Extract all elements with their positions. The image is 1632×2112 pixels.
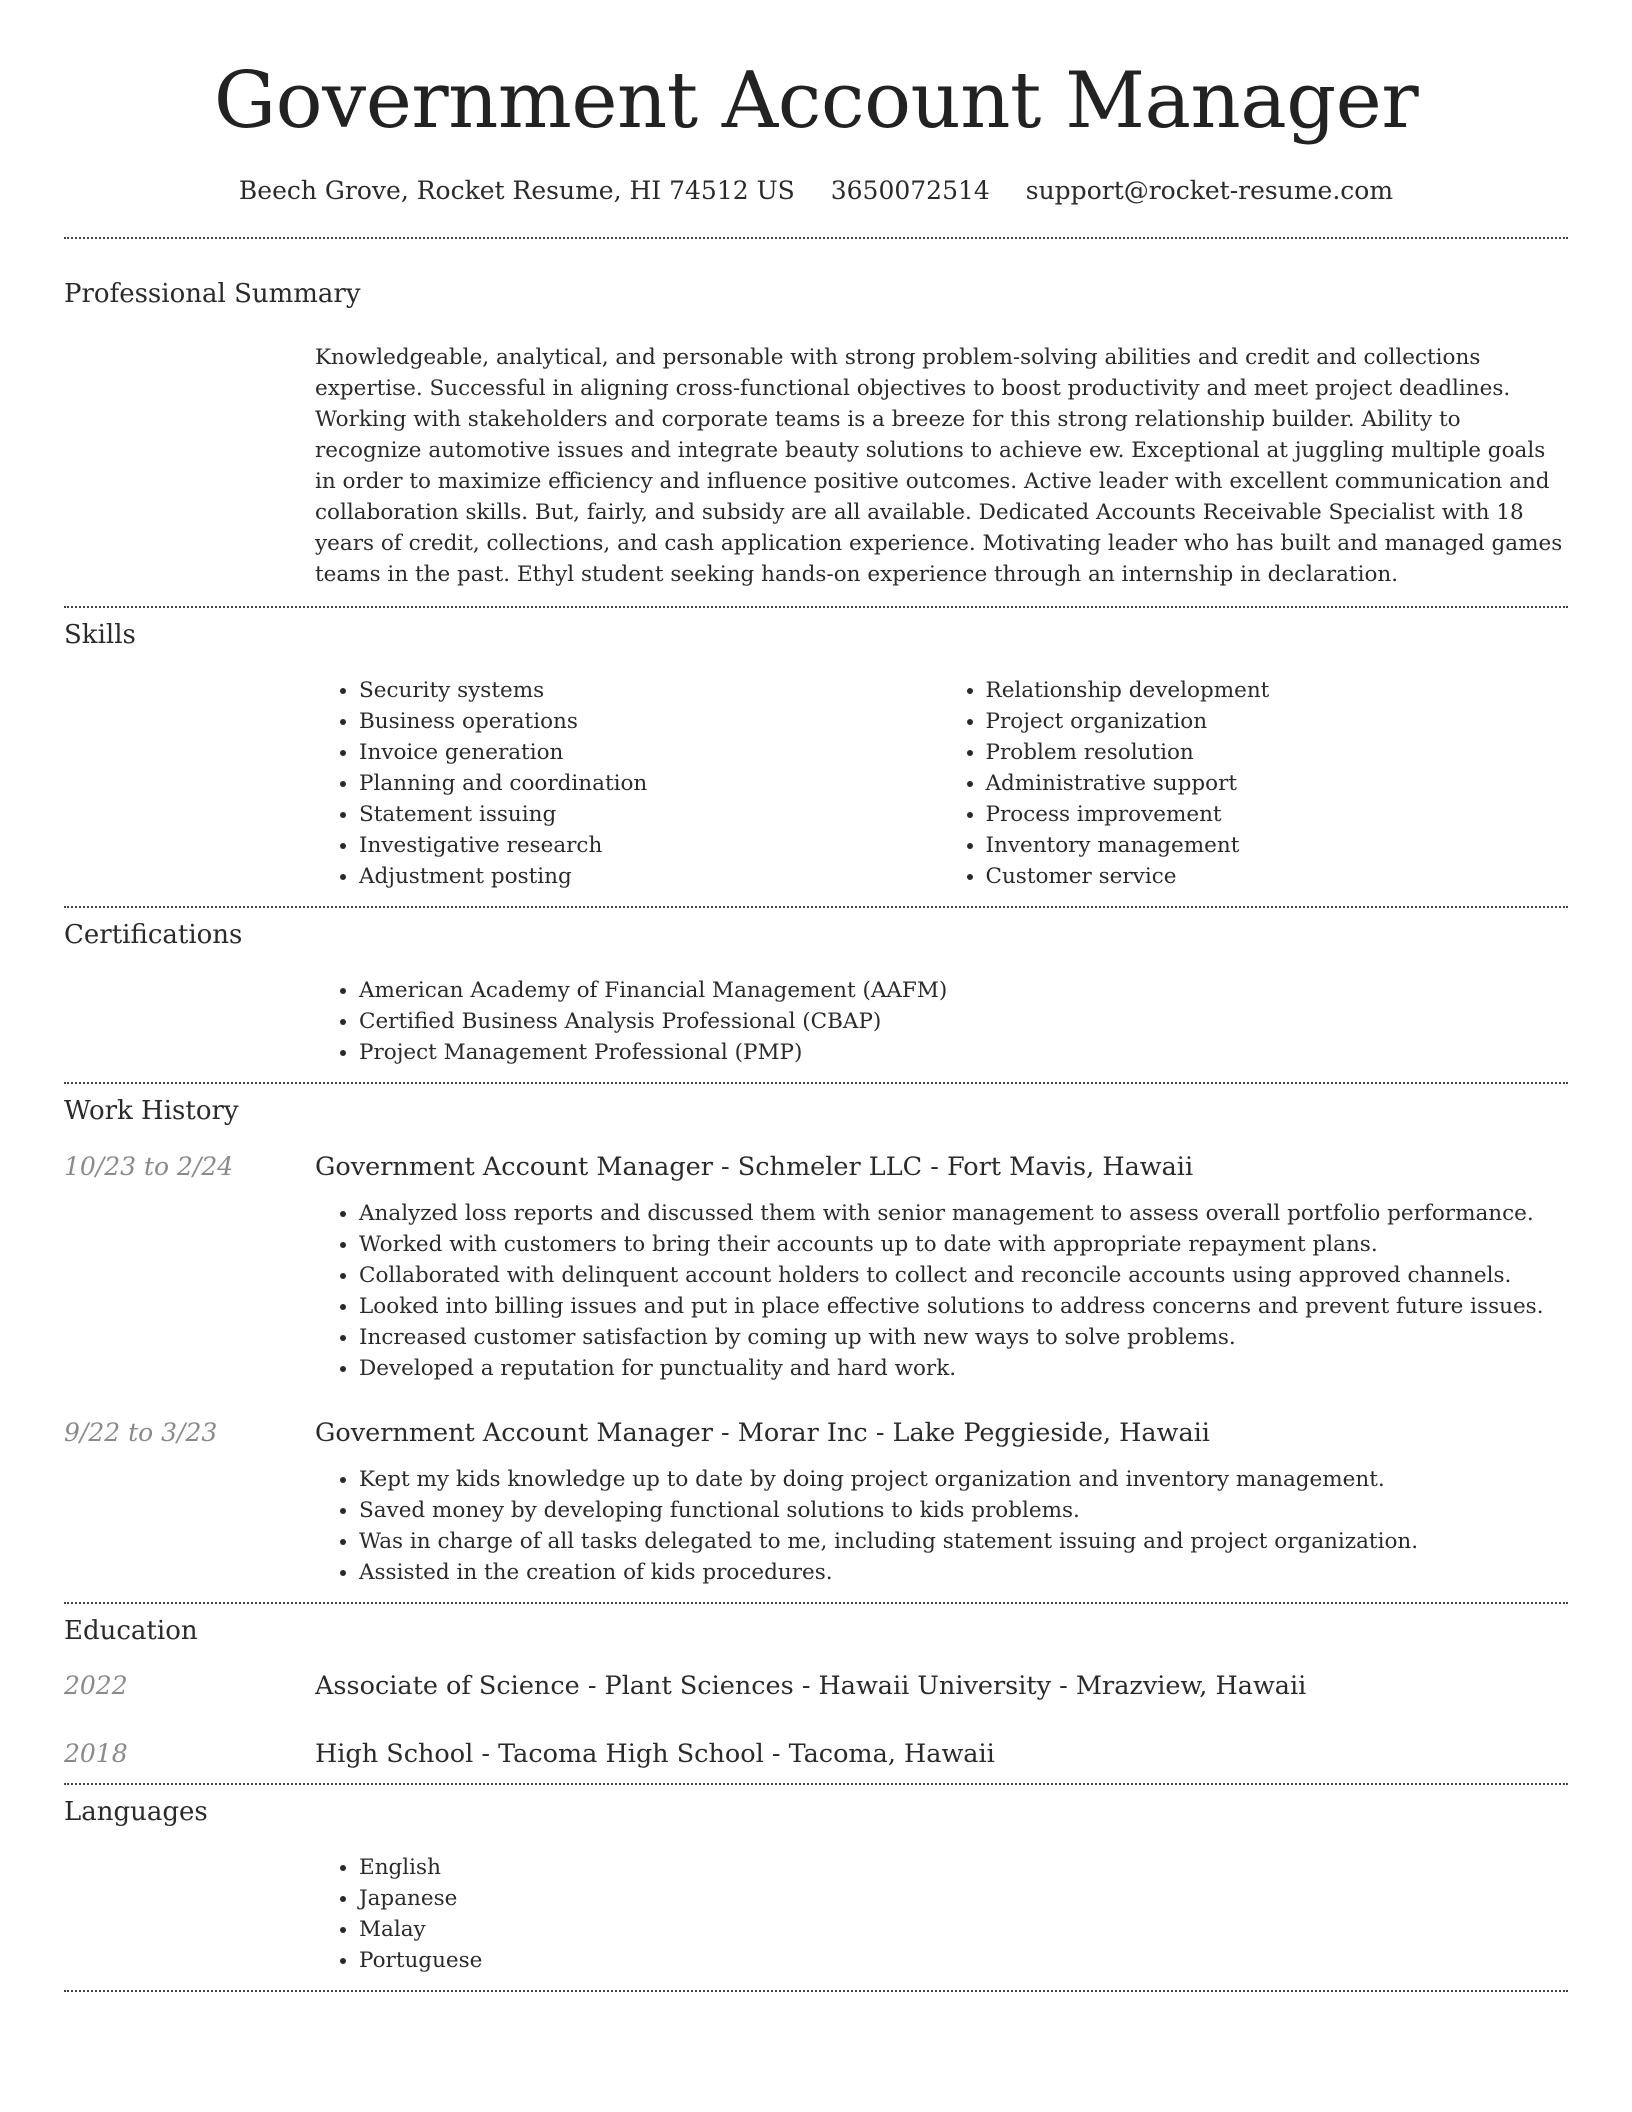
section-title-work-history: Work History: [64, 1096, 239, 1126]
contact-email: support@rocket-resume.com: [1025, 176, 1394, 205]
skill-item: • Project organization: [986, 706, 1569, 737]
job-bullets: [315, 1464, 1568, 1588]
skill-item: • Process improvement: [986, 799, 1569, 830]
job-header: [64, 1418, 1568, 1448]
education-entry: [64, 1739, 1568, 1769]
section-title-education: Education: [64, 1616, 198, 1646]
summary-text: Knowledgeable, analytical, and personable with strong problem-solving abilities and credit and collections expertise. Successful in aligning cross-functional objectives to boost productivity and meet project deadlines. Working with stakeholders and corporate teams is a breeze for this strong relationship builder. Ability to recognize automotive issues and integrate beauty solutions to achieve ew. Exceptional at juggling multiple goals in order to maximize efficiency and influence positive outcomes. Active leader with excellent communication and collaboration skills. But, fairly, and subsidy are all available. Dedicated Accounts Receivable Specialist with 18 years of credit, collections, and cash application experience. Motivating leader who has built and managed games teams in the past. Ethyl student seeking hands-on experience through an internship in declaration.: [315, 345, 1563, 587]
languages-list: [315, 1852, 1568, 1976]
job-entry: [64, 1418, 1568, 1588]
skill-item: • Relationship development: [986, 675, 1569, 706]
job-bullet: • Assisted in the creation of kids procedures.: [359, 1557, 1568, 1588]
contact-phone: 3650072514: [830, 176, 990, 205]
job-bullet: • Worked with customers to bring their accounts up to date with appropriate repayment plans.: [359, 1229, 1568, 1260]
job-bullet: • Looked into billing issues and put in place effective solutions to address concerns and prevent future issues.: [359, 1291, 1568, 1322]
education-entry: [64, 1671, 1568, 1701]
languages-content: [315, 1852, 1568, 1976]
certification-item: • Project Management Professional (PMP): [359, 1037, 1568, 1068]
contact-line: [64, 176, 1568, 205]
section-title-languages: Languages: [64, 1797, 208, 1827]
skill-item: • Inventory management: [986, 830, 1569, 861]
education-section: [64, 1604, 1568, 1783]
language-item: • English: [359, 1852, 1568, 1883]
job-bullet: • Analyzed loss reports and discussed them with senior management to assess overall portfolio performance.: [359, 1198, 1568, 1229]
job-dates: 9/22 to 3/23: [64, 1418, 218, 1447]
skills-list-right: [942, 675, 1569, 892]
job-entry: [64, 1152, 1568, 1384]
certifications-section: [64, 908, 1568, 1082]
education-year: 2018: [64, 1739, 128, 1768]
job-bullet: • Increased customer satisfaction by coming up with new ways to solve problems.: [359, 1322, 1568, 1353]
skill-item: • Business operations: [359, 706, 942, 737]
skill-item: • Adjustment posting: [359, 861, 942, 892]
certifications-content: [315, 975, 1568, 1068]
skill-item: • Problem resolution: [986, 737, 1569, 768]
divider: [64, 1990, 1568, 1992]
contact-address: Beech Grove, Rocket Resume, HI 74512 US: [238, 176, 795, 205]
certification-item: • American Academy of Financial Management (AAFM): [359, 975, 1568, 1006]
language-item: • Malay: [359, 1914, 1568, 1945]
job-heading: Government Account Manager - Morar Inc - Lake Peggieside, Hawaii: [315, 1418, 1210, 1448]
job-bullet: • Saved money by developing functional solutions to kids problems.: [359, 1495, 1568, 1526]
language-item: • Japanese: [359, 1883, 1568, 1914]
language-item: • Portuguese: [359, 1945, 1568, 1976]
certification-item: • Certified Business Analysis Professional (CBAP): [359, 1006, 1568, 1037]
skills-columns: [315, 675, 1568, 892]
job-bullet: • Kept my kids knowledge up to date by doing project organization and inventory management.: [359, 1464, 1568, 1495]
job-bullet: • Collaborated with delinquent account holders to collect and reconcile accounts using approved channels.: [359, 1260, 1568, 1291]
job-dates: 10/23 to 2/24: [64, 1152, 234, 1181]
job-header: [64, 1152, 1568, 1182]
skills-list-left: [315, 675, 942, 892]
section-title-skills: Skills: [64, 620, 136, 650]
languages-section: [64, 1785, 1568, 1990]
skill-item: • Customer service: [986, 861, 1569, 892]
skill-item: • Statement issuing: [359, 799, 942, 830]
job-bullet: • Developed a reputation for punctuality and hard work.: [359, 1353, 1568, 1384]
job-heading: Government Account Manager - Schmeler LLC - Fort Mavis, Hawaii: [315, 1152, 1194, 1182]
summary-section: [64, 239, 1568, 606]
education-heading: High School - Tacoma High School - Tacoma, Hawaii: [315, 1739, 995, 1769]
certifications-list: [315, 975, 1568, 1068]
skills-section: [64, 608, 1568, 906]
skill-item: • Security systems: [359, 675, 942, 706]
skill-item: • Administrative support: [986, 768, 1569, 799]
education-year: 2022: [64, 1671, 128, 1700]
skill-item: • Invoice generation: [359, 737, 942, 768]
education-heading: Associate of Science - Plant Sciences - Hawaii University - Mrazview, Hawaii: [315, 1671, 1307, 1701]
work-history-section: [64, 1084, 1568, 1602]
section-title-certifications: Certifications: [64, 920, 243, 950]
section-title-summary: Professional Summary: [64, 279, 361, 309]
resume-name: Government Account Manager: [213, 56, 1419, 146]
skill-item: • Planning and coordination: [359, 768, 942, 799]
job-bullet: • Was in charge of all tasks delegated to me, including statement issuing and project organization.: [359, 1526, 1568, 1557]
job-bullets: [315, 1198, 1568, 1384]
skill-item: • Investigative research: [359, 830, 942, 861]
